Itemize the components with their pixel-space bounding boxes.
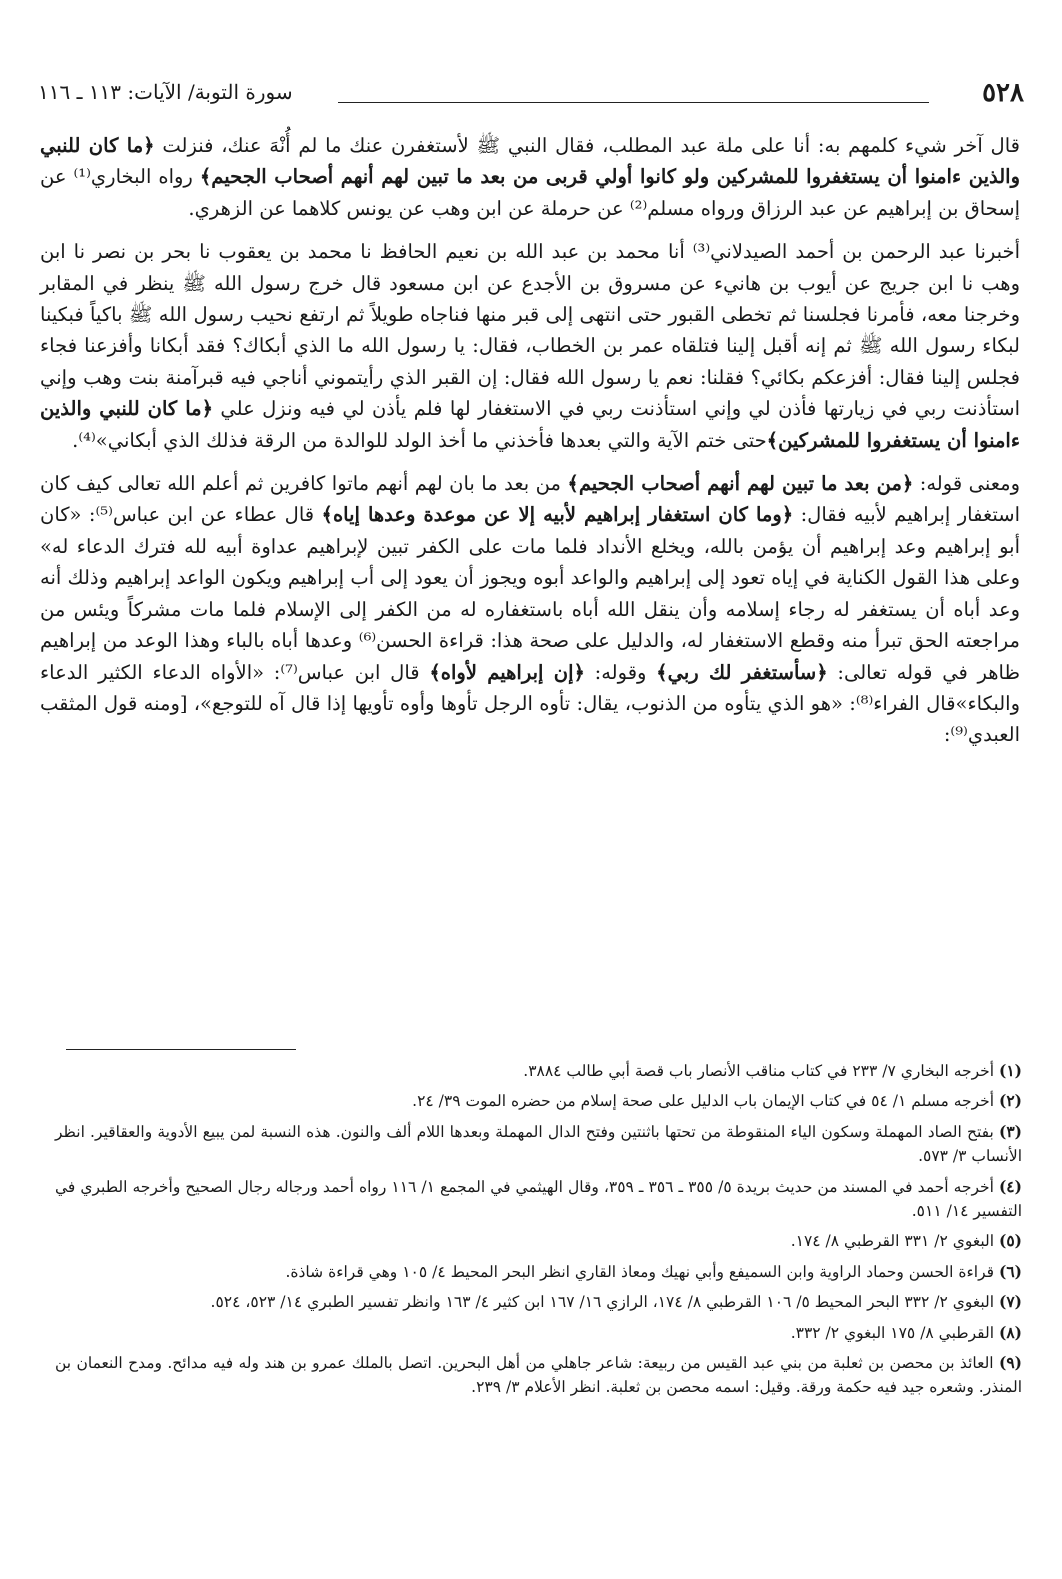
footnote-number: (٨)	[998, 1322, 1022, 1342]
footnotes	[55, 1059, 1022, 1406]
page-header	[38, 78, 1024, 118]
text-run: قال عطاء عن ابن عباس⁽⁵⁾: «كان أبو إبراهيم وعد إبراهيم أن يؤمن بالله، ويخلع الأنداد فلما مات على الكفر تبين لإبراهيم عداوة أبيه لله فترك الدعاء له» وعلى هذا القول الكناية في إياه تعود إلى إبراهيم والواعد أبوه ويجوز أن يعود إلى أب إبراهيم ويكون الواعد إبراهيم وذلك أنه وعد أباه أن يستغفر له رجاء إسلامه وأن ينقل الله أباه باستغفاره له من الكفر إلى الإسلام فلما مات مشركاً ويئس من مراجعته الحق تبرأ منه وقطع الاستغفار له، والدليل على صحة هذا: قراءة الحسن⁽⁶⁾ وعدها أباه بالباء وهذا الوعد من إبراهيم ظاهر في قوله تعالى:	[40, 503, 1020, 684]
text-run: رواه البخاري⁽¹⁾ عن إسحاق بن إبراهيم عن عبد الرزاق ورواه مسلم⁽²⁾ عن حرملة عن ابن وهب عن يونس كلاهما عن الزهري.	[40, 165, 1020, 220]
footnote	[55, 1260, 1022, 1284]
footnote	[55, 1229, 1022, 1253]
main-text	[40, 130, 1020, 751]
footnote	[55, 1120, 1022, 1169]
text-run: قال ابن عباس⁽⁷⁾: «الأواه الدعاء الكثير الدعاء والبكاء»قال الفراء⁽⁸⁾: «هو الذي يتأوه من الذنوب، يقال: تأوه الرجل تأوها وأوه تأويها إذا قال آه للتوجع»، [ومنه قول المثقب العبدي⁽⁹⁾:	[40, 660, 1020, 747]
footnote-number: (٦)	[998, 1261, 1022, 1281]
footnote-number: (٣)	[998, 1121, 1022, 1141]
paragraph	[40, 468, 1020, 751]
page-number: ٥٢٨	[982, 78, 1024, 108]
text-run: وقوله:	[584, 660, 657, 684]
footnote-text: أخرجه أحمد في المسند من حديث بريدة ٥/ ٣٥٥ ـ ٣٥٦ ـ ٣٥٩، وقال الهيثمي في المجمع ١/ ١١٦ رواه أحمد ورجاله رجال الصحيح وأخرجه الطبري في التفسير ١٤/ ٥١١.	[55, 1177, 1022, 1221]
running-head: سورة التوبة/ الآيات: ١١٣ ـ ١١٦	[38, 80, 293, 104]
text-run: قال آخر شيء كلمهم به: أنا على ملة عبد المطلب، فقال النبي ﷺ لأستغفرن عنك ما لم أُنْهَ عنك، فنزلت	[154, 134, 1020, 157]
quran-verse: ﴿وما كان استغفار إبراهيم لأبيه إلا عن موعدة وعدها إياه﴾	[321, 503, 794, 527]
footnote-number: (٩)	[999, 1353, 1023, 1373]
footnote	[55, 1290, 1022, 1314]
footnote	[55, 1089, 1022, 1113]
footnote-text: البغوي ٢/ ٣٣١ القرطبي ٨/ ١٧٤.	[790, 1232, 995, 1251]
footnote-number: (٧)	[998, 1292, 1022, 1312]
header-rule	[338, 102, 929, 103]
footnote	[55, 1351, 1022, 1400]
footnote-number: (١)	[998, 1061, 1022, 1080]
footnote-text: البغوي ٢/ ٣٣٢ البحر المحيط ٥/ ١٠٦ القرطبي ٨/ ١٧٤، الرازي ١٦/ ١٦٧ ابن كثير ٤/ ١٦٣ وانظر تفسير الطبري ١٤/ ٥٢٣، ٥٢٤.	[210, 1293, 995, 1312]
footnote-text: أخرجه البخاري ٧/ ٢٣٣ في كتاب مناقب الأنصار باب قصة أبي طالب ٣٨٨٤.	[523, 1062, 995, 1080]
footnote	[55, 1175, 1022, 1224]
footnote-text: قراءة الحسن وحماد الراوية وابن السميفع وأبي نهيك ومعاذ القاري انظر البحر المحيط ٤/ ١٠٥ وهي قراءة شاذة.	[285, 1262, 995, 1281]
text-run: أخبرنا عبد الرحمن بن أحمد الصيدلاني⁽³⁾ أنا محمد بن عبد الله بن نعيم الحافظ نا محمد بن يعقوب نا بحر بن نصر نا ابن وهب نا ابن جريج عن أيوب بن هانيء عن مسروق بن الأجدع عن ابن مسعود قال خرج رسول الله ﷺ ينظر في المقابر وخرجنا معه، فأمرنا فجلسنا ثم تخطى القبور حتى انتهى إلى قبر منها فناجاه طويلاً ثم ارتفع نحيب رسول الله ﷺ باكياً فبكينا لبكاء رسول الله ﷺ ثم إنه أقبل إلينا فتلقاه عمر بن الخطاب، فقال: يا رسول الله ما الذي أبكاك؟ فقد أبكانا وأفزعنا فجاء فجلس إلينا فقال: أفزعكم بكائي؟ فقلنا: نعم يا رسول الله فقال: إن القبر الذي رأيتموني أناجي فيه قبرآمنة بنت وهب وإني استأذنت ربي في زيارتها فأذن لي وإني استأذنت ربي في الاستغفار لها فلم يأذن لي فيه ونزل علي	[40, 240, 1020, 421]
quran-verse: ﴿ما كان للنبي والذين ءامنوا أن يستغفروا للمشركين﴾	[40, 397, 1020, 452]
paragraph	[40, 130, 1020, 224]
paragraph	[40, 236, 1020, 456]
footnote	[55, 1059, 1022, 1083]
footnote-text: بفتح الصاد المهملة وسكون الياء المنقوطة من تحتها باثنتين وفتح الدال المهملة وبعدها اللام ألف والنون. هذه النسبة لمن يبيع الأدوية والعقاقير. انظر الأنساب ٣/ ٥٧٣.	[55, 1122, 1022, 1166]
quran-verse: ﴿من بعد ما تبين لهم أنهم أصحاب الجحيم﴾	[567, 472, 914, 496]
footnote-divider	[66, 1049, 296, 1050]
footnote-number: (٥)	[998, 1231, 1022, 1251]
footnote-number: (٢)	[998, 1091, 1022, 1111]
text-run: من بعد ما بان لهم أنهم ماتوا كافرين ثم أعلم الله تعالى كيف كان استغفار إبراهيم لأبيه فقال:	[40, 472, 1020, 527]
text-run: ومعنى قوله:	[913, 472, 1021, 496]
footnote-text: القرطبي ٨/ ١٧٥ البغوي ٢/ ٣٣٢.	[790, 1323, 995, 1342]
quran-verse: ﴿إن إبراهيم لأواه﴾	[429, 660, 585, 684]
quran-verse: ﴿سأستغفر لك ربي﴾	[656, 660, 828, 684]
footnote-text: العائذ بن محصن بن ثعلبة من بني عبد القيس من ربيعة: شاعر جاهلي من أهل البحرين. اتصل بالملك عمرو بن هند وله فيه مدائح. ومدح النعمان بن المنذر. وشعره جيد فيه حكمة ورقة. وقيل: اسمه محصن بن ثعلبة. انظر الأعلام ٣/ ٢٣٩.	[55, 1354, 1022, 1397]
quran-verse: ﴿ما كان للنبي والذين ءامنوا أن يستغفروا للمشركين ولو كانوا أولي قربى من بعد ما تبين لهم أنهم أصحاب الجحيم﴾	[40, 134, 1021, 189]
text-run: حتى ختم الآية والتي بعدها فأخذني ما أخذ الولد للوالدة من الرقة فذلك الذي أبكاني»⁽⁴⁾.	[72, 428, 767, 452]
footnote-number: (٤)	[998, 1176, 1022, 1196]
footnote	[55, 1321, 1022, 1345]
footnote-text: أخرجه مسلم ١/ ٥٤ في كتاب الإيمان باب الدليل على صحة إسلام من حضره الموت ٣٩/ ٢٤.	[412, 1092, 995, 1111]
